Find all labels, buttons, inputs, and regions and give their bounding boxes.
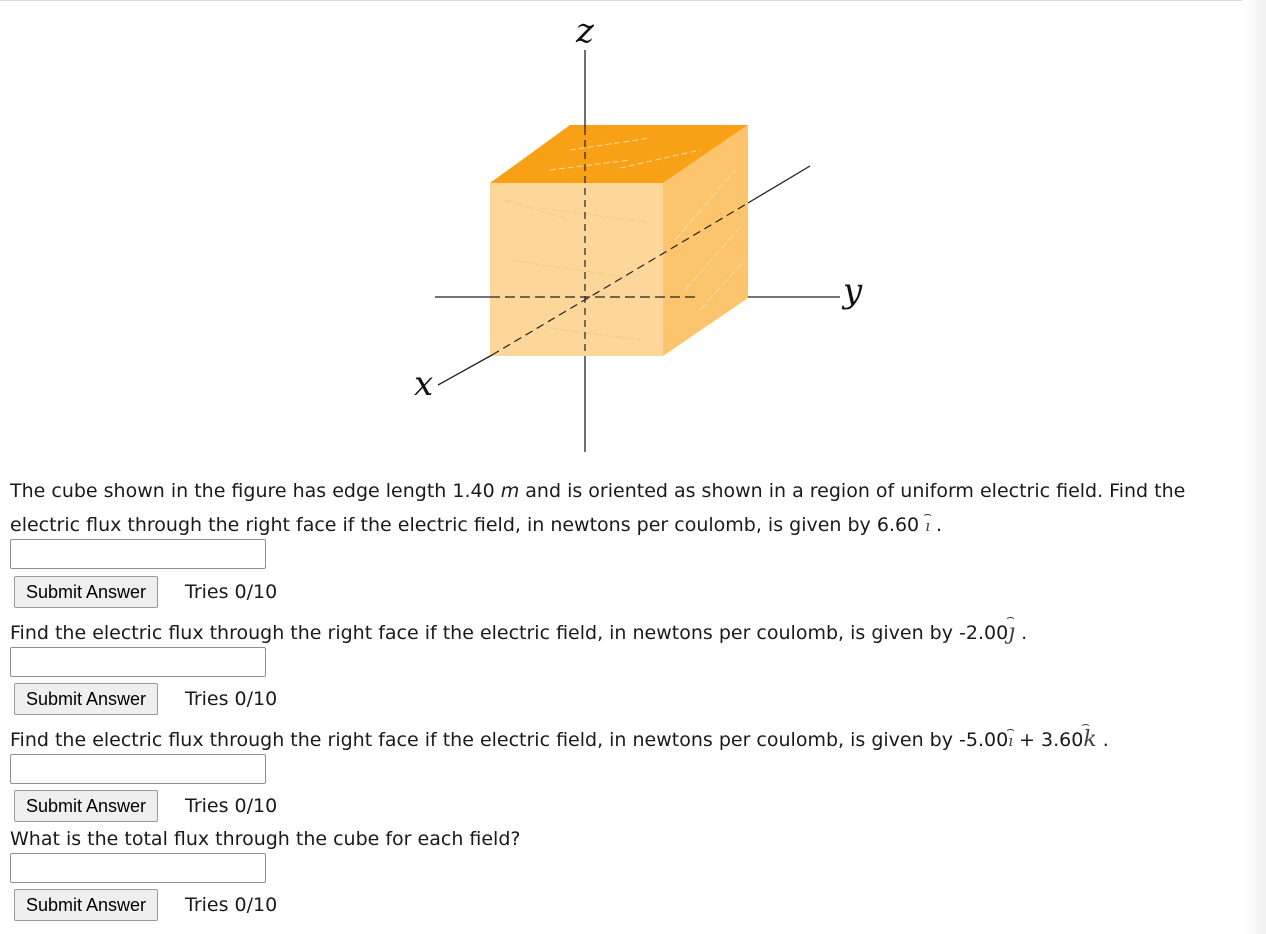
cube-figure (400, 10, 863, 460)
part3-question (10, 724, 1109, 757)
answer2-input[interactable] (10, 647, 266, 677)
tries2-counter: Tries 0/10 (185, 688, 278, 710)
j-hat-icon: ⌢ ȷ (1008, 622, 1015, 644)
part4-question (10, 823, 520, 856)
i-hat-icon: ⌢ ı (925, 519, 930, 534)
intro-pre: The cube shown in the figure has edge length 1.40 (10, 480, 501, 502)
answer3-input[interactable] (10, 754, 266, 784)
submit-answer1-button[interactable]: Submit Answer (14, 576, 158, 608)
intro-post: and is oriented as shown in a region of uniform electric field. Find the (519, 480, 1186, 502)
part4-text: What is the total flux through the cube for each field? (10, 828, 521, 850)
top-divider (0, 0, 1266, 1)
part1-end: . (936, 514, 943, 536)
part2-end: . (1021, 622, 1028, 644)
problem-intro (10, 475, 1185, 508)
k-hat-icon: ⌢ k (1083, 729, 1096, 751)
submit-answer4-button[interactable]: Submit Answer (14, 889, 158, 921)
y-axis-label: y (843, 271, 863, 311)
answer4-input[interactable] (10, 853, 266, 883)
submit-answer2-button[interactable]: Submit Answer (14, 683, 158, 715)
part2-question (10, 617, 1027, 650)
z-axis-label: z (576, 11, 594, 51)
i-hat-icon-2: ⌢ ı (1008, 734, 1013, 749)
tries4-counter: Tries 0/10 (185, 894, 278, 916)
scrollbar-track[interactable] (1242, 0, 1266, 934)
x-axis-far (748, 166, 810, 203)
tries1-counter: Tries 0/10 (185, 581, 278, 603)
edge-unit: m (500, 480, 520, 502)
part1-question (10, 509, 942, 542)
part3-end: . (1102, 729, 1109, 751)
part1-text: electric flux through the right face if the electric field, in newtons per coulomb, is given by 6.60 (10, 514, 926, 536)
x-axis-label: x (414, 364, 434, 404)
part2-text: Find the electric flux through the right face if the electric field, in newtons per coulomb, is given by -2.00 (10, 622, 1009, 644)
x-axis-outer (438, 355, 492, 385)
submit-answer3-button[interactable]: Submit Answer (14, 790, 158, 822)
answer1-input[interactable] (10, 539, 266, 569)
part3-text: Find the electric flux through the right face if the electric field, in newtons per coulomb, is given by -5.00 (10, 729, 1009, 751)
tries3-counter: Tries 0/10 (185, 795, 278, 817)
part3-mid: + 3.60 (1013, 729, 1084, 751)
